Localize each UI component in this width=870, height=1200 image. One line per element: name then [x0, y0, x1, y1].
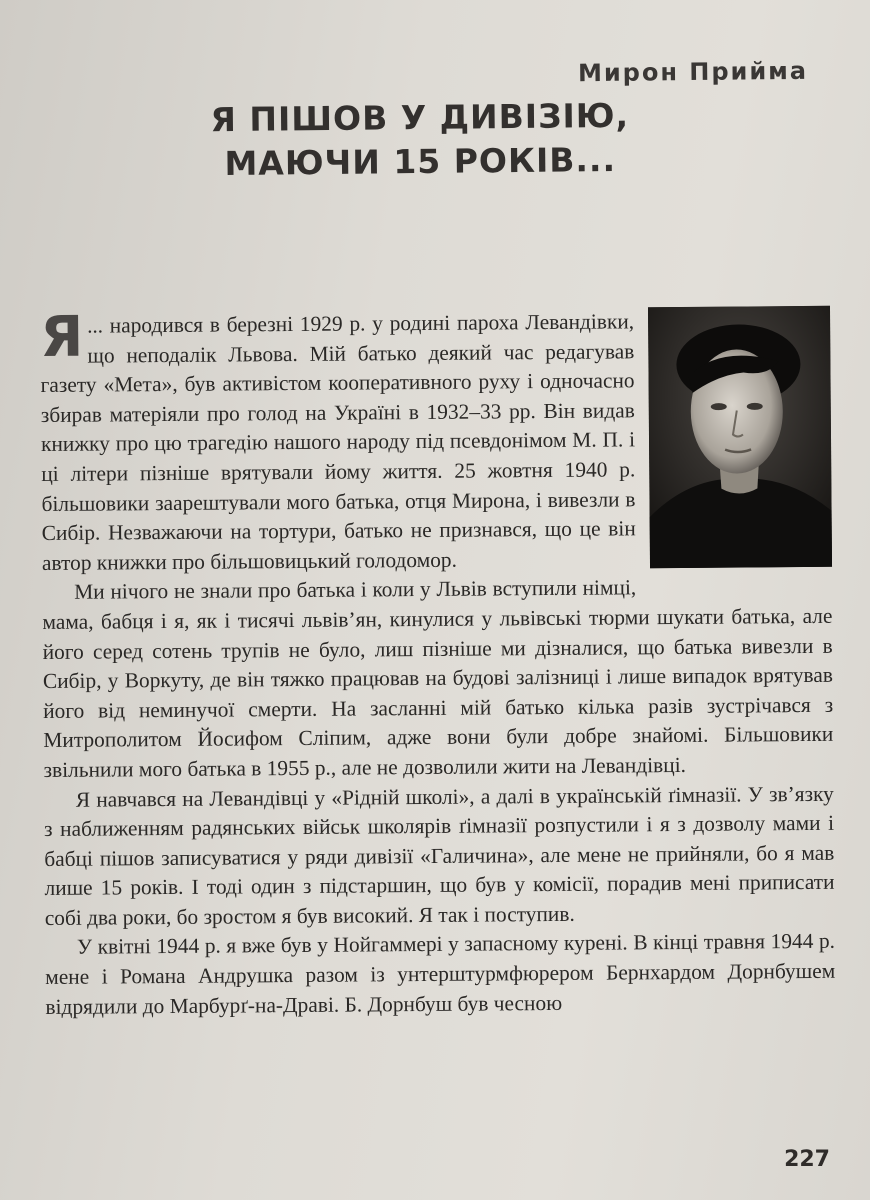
author-name: Мирон Прийма	[577, 56, 809, 88]
page-number: 227	[784, 1147, 830, 1172]
paragraph-3: Я навчався на Левандівці у «Рідній школі», а далі в українській ґімназії. У зв’язку з наближенням радянських військ школярів ґімназії розпустили і я з дозволу мами і бабці пішов записуватися у ряди дивізії «Галичина», але мене не прийняли, бо я мав лише 15 років. І тоді один з підстаршин, що був у комісії, порадив мені приписати собі два роки, бо зростом я був високий. Я так і поступив.	[43, 781, 835, 930]
article-title	[180, 93, 661, 186]
author-portrait-photo	[648, 306, 832, 568]
title-line-1: Я ПІШОВ У ДИВІЗІЮ,	[210, 95, 630, 140]
paragraph-2: Ми нічого не знали про батька і коли у Львів вступили німці, мама, бабця і я, як і тисячі львів’ян, кинулися у львівські тюрми шукати батька, але його серед сотень трупів не було, лиш пізніше ми дізналися, що батька вивезли в Сибір, у Воркуту, де він тяжко працював на будові залізниці і лише випадок врятував його від неминучої смерти. На засланні мій батько кілька разів зустрічався з Митрополитом Йосифом Сліпим, адже вони були добре знайомі. Більшовики звільнили мого батька в 1955 р., але не дозволили жити на Левандівці.	[42, 575, 834, 782]
paragraph-1-text: народився в березні 1929 р. у родині пароха Левандівки, що неподалік Львова. Мій батько деякий час редагував газету «Мета», був активістом кооперативного руху і одночасно збирав матеріяли про голод на Україні в 1932–33 рр. Він видав книжку про цю трагедію нашого народу під псевдонімом М. П. і ці літери пізніше врятували йому життя. 25 жовтня 1940 р. більшовики заарештували мого батька, отця Мирона, і вивезли в Сибір. Незважаючи на тортури, батько не признався, що це він автор книжки про більшовицький голодомор.	[40, 309, 636, 575]
lead-ellipsis: ...	[87, 313, 104, 338]
drop-cap: Я	[39, 304, 84, 370]
paragraph-4: У квітні 1944 р. я вже був у Нойгаммері у запасному курені. В кінці травня 1944 р. мене і Романа Андрушка разом із унтерштурмфюрером Бернхардом Дорнбушем відрядили до Марбурґ-на-Драві. Б. Дорнбуш був чесною	[45, 929, 836, 1019]
title-line-2: МАЮЧИ 15 РОКІВ...	[224, 139, 617, 184]
article-body	[40, 306, 836, 1022]
